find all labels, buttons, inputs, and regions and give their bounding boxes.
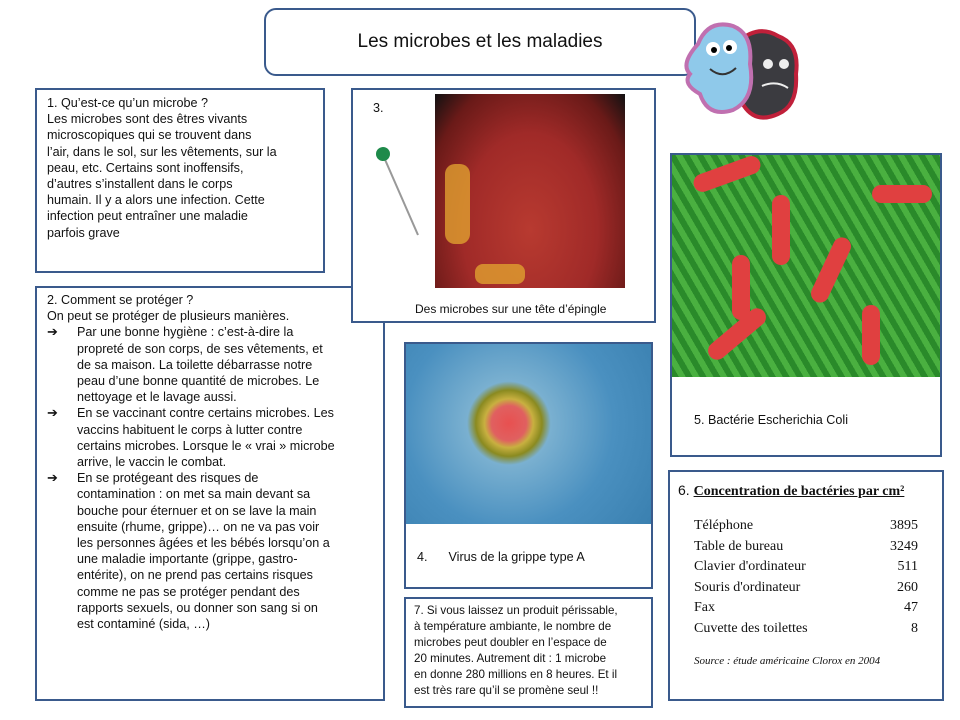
table-row xyxy=(694,598,918,619)
page-title xyxy=(264,8,696,76)
row-label: Table de bureau xyxy=(694,538,784,554)
row-value: 3895 xyxy=(890,518,918,533)
row-label: Souris d'ordinateur xyxy=(694,579,801,595)
row-value: 511 xyxy=(897,559,918,574)
text-line: infection peut entraîner une maladie xyxy=(47,209,248,224)
text-line: de sa maison. La toilette débarrasse notre xyxy=(77,357,313,372)
text-line: microbes peut doubler en l’espace de xyxy=(414,636,607,649)
row-label: Clavier d'ordinateur xyxy=(694,559,806,574)
text-line: vaccins habituent le corps à lutter contre xyxy=(77,422,303,437)
section2-heading: 2. Comment se protéger ? xyxy=(47,293,194,307)
text-line: bouche pour éternuer et on se lave la main xyxy=(77,503,317,518)
section6-number: 6. xyxy=(678,482,690,498)
text-line: arrive, le vaccin le combat. xyxy=(77,455,227,470)
row-label: Cuvette des toilettes xyxy=(694,620,808,636)
section2-intro: On peut se protéger de plusieurs manières. xyxy=(47,309,290,324)
section-how-to-protect xyxy=(35,286,385,701)
text-line: propreté de son corps, de ses vêtements, et xyxy=(77,341,323,356)
text-line: entérite), on ne prend pas certains risques xyxy=(77,568,313,583)
text-line: une maladie importante (grippe, gastro- xyxy=(77,552,298,567)
text-line: 7. Si vous laissez un produit périssable, xyxy=(414,604,618,617)
table-row xyxy=(694,578,918,599)
table-row xyxy=(694,619,918,640)
row-value: 47 xyxy=(904,600,918,615)
text-line: humain. Il y a alors une infection. Cette xyxy=(47,193,265,208)
text-line: peau, etc. Certains sont inoffensifs, xyxy=(47,160,244,175)
section3-caption: Des microbes sur une tête d’épingle xyxy=(415,302,607,316)
text-line: contamination : on met sa main devant sa xyxy=(77,487,311,502)
text-line: à température ambiante, le nombre de xyxy=(414,620,612,633)
cartoon-microbes-icon xyxy=(678,14,813,126)
section6-heading: Concentration de bactéries par cm² xyxy=(693,484,905,499)
text-line: Les microbes sont des êtres vivants xyxy=(47,112,248,127)
table-row xyxy=(694,537,918,558)
text-line: est contaminé (sida, …) xyxy=(77,617,210,632)
arrow-icon: ➔ xyxy=(47,470,58,486)
bullet-hygiene xyxy=(47,324,373,405)
text-line: en donne 280 millions en 8 heures. Et il xyxy=(414,668,618,681)
source-note: Source : étude américaine Clorox en 2004 xyxy=(694,655,881,667)
text-line: En se protégeant des risques de xyxy=(77,471,259,486)
text-line: peau d’une bonne quantité de microbes. Le xyxy=(77,374,320,389)
pin-icon xyxy=(373,145,423,240)
section-doubling xyxy=(404,597,653,708)
text-line: 20 minutes. Autrement dit : 1 microbe xyxy=(414,652,607,665)
section3-number: 3. xyxy=(373,101,384,115)
text-line: est très rare qu’il se promène seul !! xyxy=(414,684,599,697)
row-label: Téléphone xyxy=(694,518,754,533)
text-line: d’autres s’installent dans le corps xyxy=(47,177,233,192)
table-row xyxy=(694,557,918,578)
section-ecoli xyxy=(670,153,942,457)
row-value: 8 xyxy=(911,620,918,636)
section5-caption: 5. Bactérie Escherichia Coli xyxy=(694,413,848,427)
text-line: les personnes âgées et les bébés lorsqu’on a xyxy=(77,536,330,551)
bullet-contamination xyxy=(47,470,373,632)
section4-caption: 4. Virus de la grippe type A xyxy=(417,550,585,564)
text-line: parfois grave xyxy=(47,225,120,240)
row-label: Fax xyxy=(694,600,715,615)
text-line: nettoyage et le lavage aussi. xyxy=(77,390,237,405)
section-flu-virus xyxy=(404,342,653,589)
section-what-is-microbe xyxy=(35,88,325,273)
section-bacteria-concentration xyxy=(668,470,944,701)
text-line: microscopiques qui se trouvent dans xyxy=(47,128,252,143)
section1-heading: 1. Qu’est-ce qu’un microbe ? xyxy=(47,96,209,110)
text-line: rapports sexuels, ou donner son sang si on xyxy=(77,600,318,615)
ecoli-photo xyxy=(672,155,940,377)
bullet-vaccination xyxy=(47,405,373,470)
text-line: comme ne pas se protéger pendant des xyxy=(77,584,300,599)
text-line: En se vaccinant contre certains microbes. Les xyxy=(77,406,334,421)
arrow-icon: ➔ xyxy=(47,405,58,421)
title-text: Les microbes et les maladies xyxy=(357,31,603,52)
text-line: ensuite (rhume, grippe)… on ne va pas voir xyxy=(77,519,320,534)
table-row xyxy=(694,516,918,537)
row-value: 260 xyxy=(897,579,918,595)
bacteria-table xyxy=(678,516,918,667)
text-line: l’air, dans le sol, sur les vêtements, sur la xyxy=(47,144,277,159)
flu-virus-photo xyxy=(406,344,651,524)
row-value: 3249 xyxy=(890,538,918,554)
arrow-icon: ➔ xyxy=(47,324,58,340)
text-line: Par une bonne hygiène : c’est-à-dire la xyxy=(77,325,294,340)
section-pin-head xyxy=(351,88,656,323)
text-line: certains microbes. Lorsque le « vrai » microbe xyxy=(77,438,335,453)
microbes-on-pin-photo xyxy=(435,94,625,288)
